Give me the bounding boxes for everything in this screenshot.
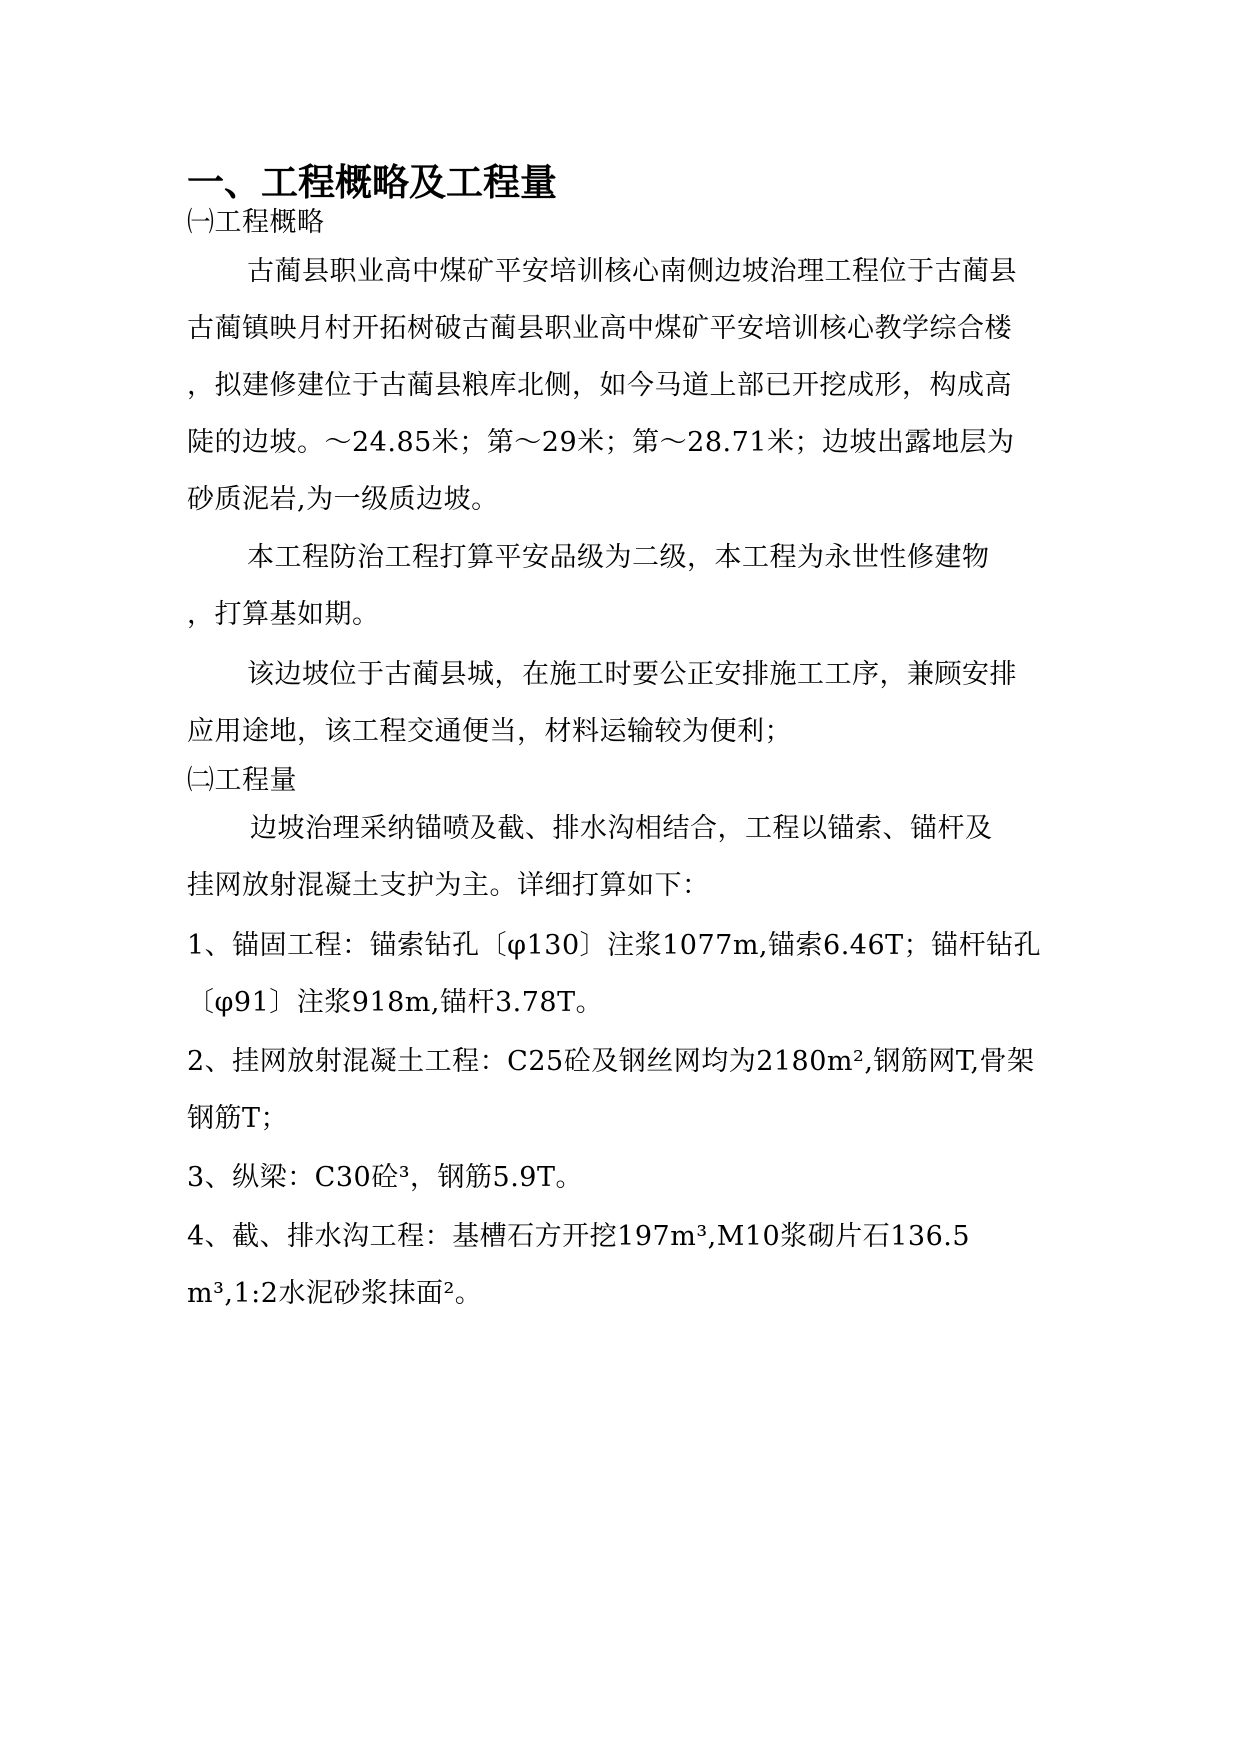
list-item: 4、截、排水沟工程：基槽石方开挖197m³,M10浆砌片石136.5	[187, 1221, 971, 1252]
list-item: m³,1:2水泥砂浆抹面²。	[187, 1278, 483, 1309]
paragraph-line: 砂质泥岩,为一级质边坡。	[187, 484, 499, 515]
list-item: 3、纵梁：C30砼³，钢筋5.9T。	[187, 1162, 583, 1193]
list-item: 1、锚固工程：锚索钻孔〔φ130〕注浆1077m,锚索6.46T；锚杆钻孔	[187, 930, 1042, 961]
subsection-title-overview: ㈠工程概略	[187, 207, 325, 238]
paragraph-line: 陡的边坡。～24.85米；第～29米；第～28.71米；边坡出露地层为	[187, 427, 1015, 458]
list-item: 2、挂网放射混凝土工程：C25砼及钢丝网均为2180m²,钢筋网T,骨架	[187, 1046, 1035, 1077]
paragraph-line: 边坡治理采纳锚喷及截、排水沟相结合，工程以锚索、锚杆及	[250, 813, 993, 844]
list-item: 〔φ91〕注浆918m,锚杆3.78T。	[187, 987, 604, 1018]
paragraph-line: 应用途地，该工程交通便当，材料运输较为便利；	[187, 716, 792, 747]
section-heading: 一、工程概略及工程量	[187, 161, 557, 204]
list-item: 钢筋T；	[187, 1103, 289, 1134]
subsection-title-quantities: ㈡工程量	[187, 765, 297, 796]
paragraph-line: 该边坡位于古蔺县城，在施工时要公正安排施工工序，兼顾安排	[247, 659, 1017, 690]
paragraph-line: ，拟建修建位于古蔺县粮库北侧，如今马道上部已开挖成形，构成高	[187, 370, 1012, 401]
paragraph-line: 古蔺镇映月村开拓树破古蔺县职业高中煤矿平安培训核心教学综合楼	[187, 313, 1012, 344]
paragraph-line: 本工程防治工程打算平安品级为二级，本工程为永世性修建物	[247, 542, 990, 573]
paragraph-line: 挂网放射混凝土支护为主。详细打算如下：	[187, 870, 710, 901]
paragraph-line: 古蔺县职业高中煤矿平安培训核心南侧边坡治理工程位于古蔺县	[247, 256, 1017, 287]
paragraph-line: ，打算基如期。	[187, 599, 380, 630]
